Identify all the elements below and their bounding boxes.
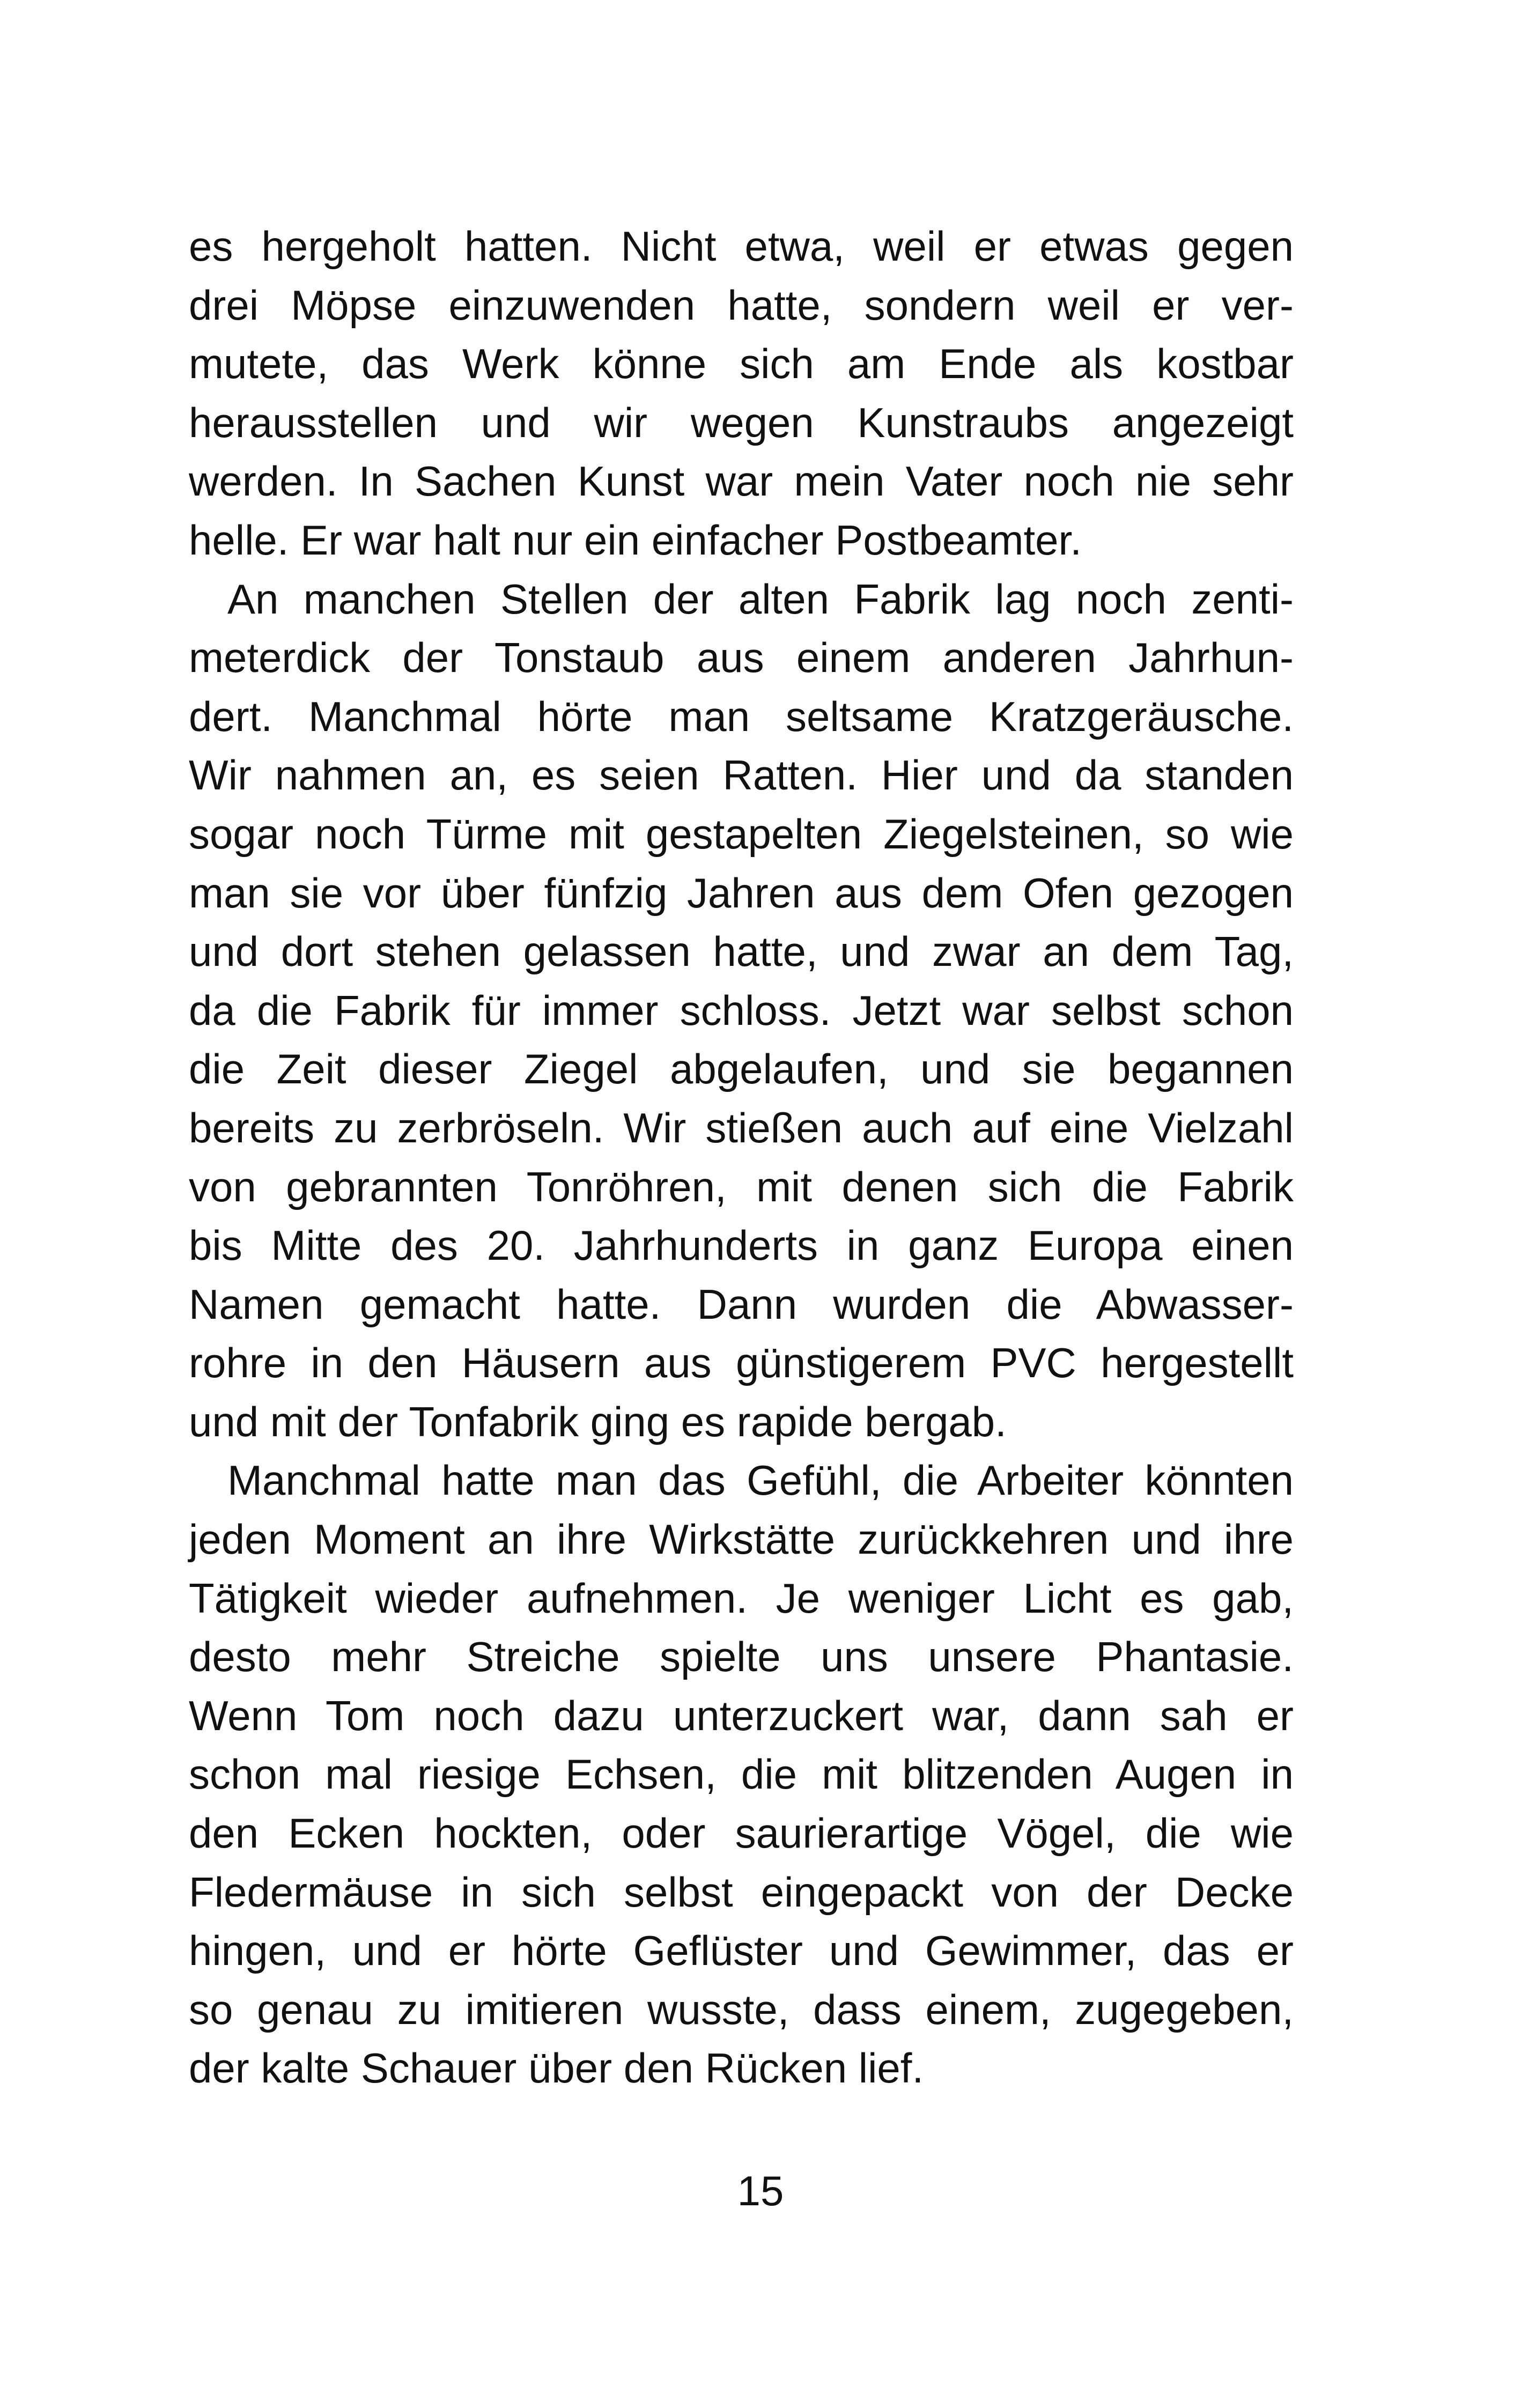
text-line: Fledermäuse in sich selbst eingepackt von der Decke <box>189 1868 1294 1916</box>
text-line: es hergeholt hatten. Nicht etwa, weil er etwas gegen <box>189 223 1294 270</box>
page-number: 15 <box>737 2167 784 2214</box>
text-line: drei Möpse einzuwenden hatte, sondern weil er ver- <box>189 281 1294 329</box>
text-line: schon mal riesige Echsen, die mit blitzenden Augen in <box>189 1750 1294 1798</box>
text-line: werden. In Sachen Kunst war mein Vater noch nie sehr <box>189 457 1294 505</box>
text-line: mutete, das Werk könne sich am Ende als kostbar <box>189 340 1294 388</box>
text-line: meterdick der Tonstaub aus einem anderen Jahrhun- <box>189 634 1294 682</box>
text-line: hingen, und er hörte Geflüster und Gewimmer, das er <box>189 1927 1294 1975</box>
text-line: Wir nahmen an, es seien Ratten. Hier und da standen <box>189 751 1294 799</box>
text-line: und dort stehen gelassen hatte, und zwar an dem Tag, <box>189 928 1294 976</box>
text-line: jeden Moment an ihre Wirkstätte zurückkehren und ihre <box>189 1516 1294 1563</box>
text-line: und mit der Tonfabrik ging es rapide bergab. <box>189 1398 1007 1445</box>
text-line: man sie vor über fünfzig Jahren aus dem Ofen gezogen <box>189 869 1294 917</box>
text-line: Tätigkeit wieder aufnehmen. Je weniger Licht es gab, <box>189 1574 1294 1622</box>
text-line: bereits zu zerbröseln. Wir stießen auch auf eine Vielzahl <box>189 1104 1294 1151</box>
text-line: sogar noch Türme mit gestapelten Ziegelsteinen, so wie <box>189 810 1294 858</box>
text-line: bis Mitte des 20. Jahrhunderts in ganz Europa einen <box>189 1222 1294 1269</box>
text-line: Wenn Tom noch dazu unterzuckert war, dann sah er <box>189 1691 1294 1739</box>
text-line: dert. Manchmal hörte man seltsame Kratzgeräusche. <box>189 692 1294 740</box>
text-line: so genau zu imitieren wusste, dass einem, zugegeben, <box>189 1985 1294 2033</box>
text-line: An manchen Stellen der alten Fabrik lag noch zenti- <box>227 575 1294 623</box>
text-line: der kalte Schauer über den Rücken lief. <box>189 2044 924 2092</box>
text-line: helle. Er war halt nur ein einfacher Postbeamter. <box>189 516 1082 564</box>
text-line: Manchmal hatte man das Gefühl, die Arbeiter könnten <box>227 1457 1294 1504</box>
text-line: von gebrannten Tonröhren, mit denen sich die Fabrik <box>189 1163 1294 1210</box>
text-line: herausstellen und wir wegen Kunstraubs angezeigt <box>189 398 1294 446</box>
text-line: rohre in den Häusern aus günstigerem PVC hergestellt <box>189 1339 1294 1387</box>
text-line: desto mehr Streiche spielte uns unsere Phantasie. <box>189 1633 1294 1681</box>
body-text <box>189 217 1294 2098</box>
text-line: Namen gemacht hatte. Dann wurden die Abwasser- <box>189 1280 1294 1328</box>
text-line: da die Fabrik für immer schloss. Jetzt war selbst schon <box>189 986 1294 1034</box>
text-line: den Ecken hockten, oder saurierartige Vögel, die wie <box>189 1809 1294 1857</box>
text-line: die Zeit dieser Ziegel abgelaufen, und sie begannen <box>189 1045 1294 1093</box>
